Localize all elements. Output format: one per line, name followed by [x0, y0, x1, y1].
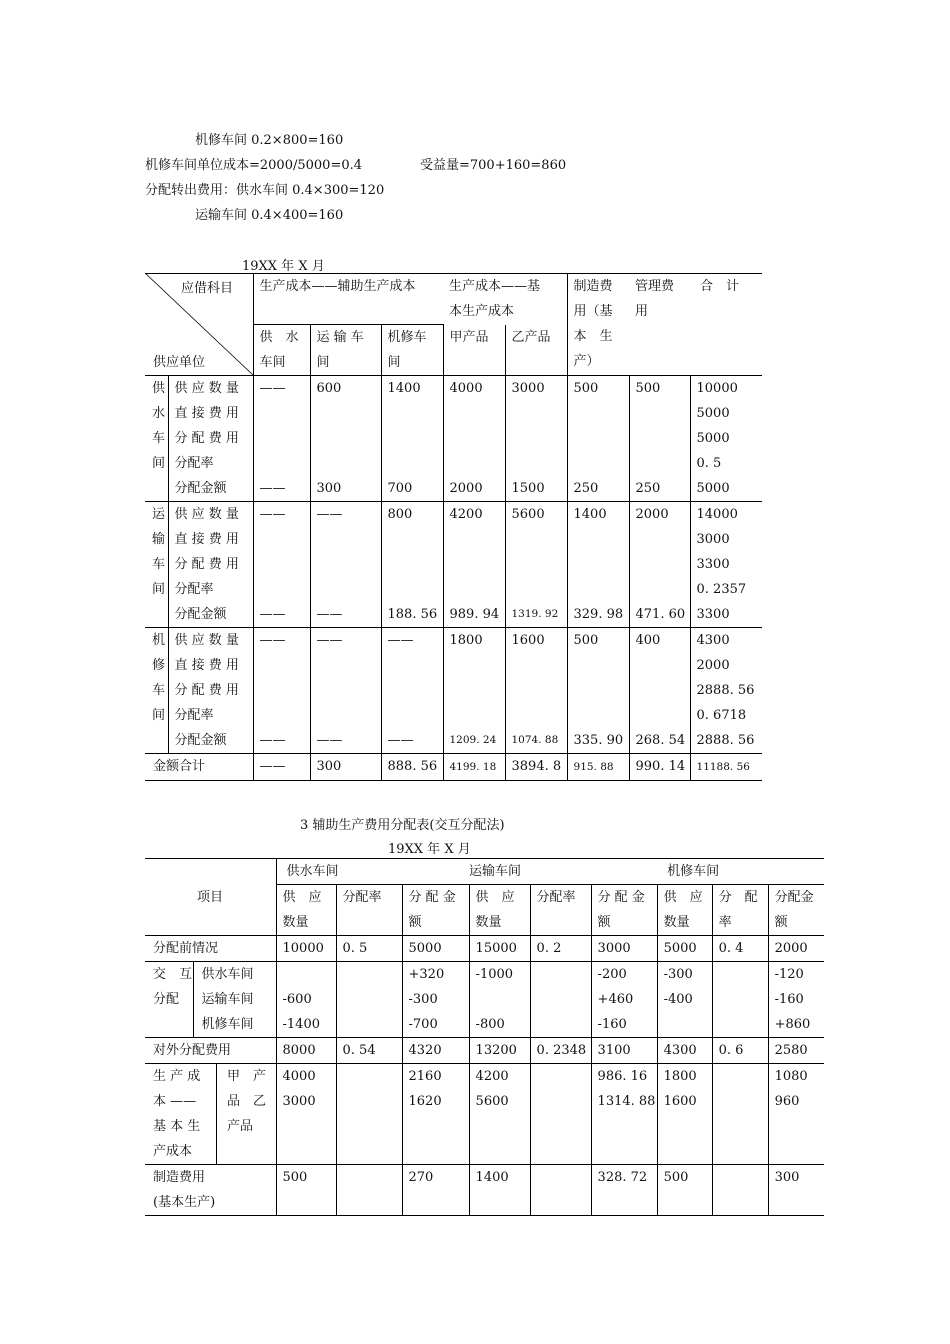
- aux-group-header: 生产成本——辅助生产成本: [259, 279, 416, 294]
- prodcost-col: 4200 5600: [469, 1064, 530, 1165]
- mfg-header: 制造费 用（基 本 生 产）: [567, 274, 629, 376]
- mutual-col: [712, 962, 768, 1038]
- table1-group-repair: [145, 628, 762, 754]
- sum-prodA: 4199. 18: [443, 754, 505, 781]
- mutual-col: -120 -160 +860: [774, 967, 811, 1032]
- mutual-col: -200 +460 -160: [591, 962, 657, 1038]
- table2-title: 3 辅助生产费用分配表(交互分配法): [300, 818, 505, 833]
- group-header-water: 供水车间: [286, 864, 339, 879]
- table1-diag-header: [145, 274, 253, 376]
- cell: 5000: [402, 936, 469, 962]
- cell: [712, 1165, 768, 1216]
- total-cells: 4300 2000 2888. 56 0. 6718 2888. 56: [696, 633, 755, 748]
- sum-water: ——: [253, 754, 310, 781]
- trans-qty-header: 供 应 数量: [469, 885, 530, 936]
- prodcost-label: 生 产 成 本 —— 基 本 生 产成本 甲 产 品 乙 产品: [145, 1064, 276, 1165]
- intro-line-2a: 机修车间单位成本=2000/5000=0.4: [145, 158, 363, 173]
- sum-admin: 990. 14: [629, 754, 690, 781]
- mutual-col: -300 -400: [657, 962, 712, 1038]
- mutual-col: +320 -300 -700: [402, 962, 469, 1038]
- prodcost-col: 1080 960: [774, 1069, 808, 1109]
- repair-rate-header: 分 配 率: [712, 885, 768, 936]
- admin-cells: 500 250: [629, 376, 690, 502]
- row-labels: 供 应 数 量 直 接 费 用 分 配 费 用 分配率 分配金额: [168, 628, 253, 754]
- admin-cells: 2000 471. 60: [629, 502, 690, 628]
- cell: 2580: [774, 1043, 808, 1058]
- cell: 328. 72: [591, 1165, 657, 1216]
- group-header-repair: 机修车间: [667, 864, 720, 879]
- trans-amt-header: 分 配 金 额: [591, 885, 657, 936]
- cell: 300: [774, 1170, 800, 1185]
- trans-col-header: 运 输 车 间: [310, 325, 381, 376]
- mfgcost-label: 制造费用 (基本生产): [145, 1165, 276, 1216]
- row-before: [145, 936, 824, 962]
- table1-group-transport: [145, 502, 762, 628]
- cell: 0. 6: [712, 1038, 768, 1064]
- cell: 0. 54: [336, 1038, 402, 1064]
- cell: 500: [276, 1165, 336, 1216]
- mfg-cells: 500 250: [567, 376, 629, 502]
- prodA-cells: 4000 2000: [443, 376, 505, 502]
- prodA-cells: 1800 1209. 24: [443, 628, 505, 754]
- diag-bottom-label: 供应单位: [153, 355, 206, 370]
- mutual-col: -600 -1400: [276, 962, 336, 1038]
- item-header: 项目: [145, 859, 276, 936]
- cell: [530, 1165, 591, 1216]
- mutual-label: 交 互 分配: [145, 962, 193, 1038]
- sum-prodB: 3894. 8: [505, 754, 567, 781]
- row-mutual: [145, 962, 824, 1038]
- row-external: [145, 1038, 824, 1064]
- sum-trans: 300: [310, 754, 381, 781]
- prodcost-col: [712, 1064, 768, 1165]
- diag-top-label: 应借科目: [181, 281, 234, 296]
- admin-cells: 400 268. 54: [629, 628, 690, 754]
- row-labels: 供 应 数 量 直 接 费 用 分 配 费 用 分配率 分配金额: [168, 376, 253, 502]
- cell: 13200: [469, 1038, 530, 1064]
- cell: 4320: [402, 1038, 469, 1064]
- prodcost-col: [530, 1064, 591, 1165]
- total-cells: 10000 5000 5000 0. 5 5000: [696, 381, 738, 496]
- repair-cells: 800 188. 56: [381, 502, 443, 628]
- prodcost-col: 4000 3000: [276, 1064, 336, 1165]
- intro-line-1: 机修车间 0.2×800=160: [195, 133, 344, 148]
- table1-sum-row: [145, 754, 762, 781]
- prodB-cells: 5600 1319. 92: [505, 502, 567, 628]
- trans-cells: 600 300: [310, 376, 381, 502]
- intro-line-4: 运输车间 0.4×400=160: [195, 208, 344, 223]
- unit-label: 机 修 车 间: [145, 628, 168, 754]
- prodcost-col: 986. 16 1314. 88: [591, 1064, 657, 1165]
- prodB-cells: 1600 1074. 88: [505, 628, 567, 754]
- cell: 0. 4: [712, 936, 768, 962]
- cell: 10000: [276, 936, 336, 962]
- row-mfgcost: [145, 1165, 824, 1216]
- prodB-cells: 3000 1500: [505, 376, 567, 502]
- cell: 8000: [276, 1038, 336, 1064]
- group-header-transport: 运输车间: [469, 864, 522, 879]
- total-header: 合 计: [690, 274, 762, 376]
- cell: 4300: [657, 1038, 712, 1064]
- cell: [336, 1165, 402, 1216]
- admin-header: 管理费 用: [629, 274, 690, 376]
- cell: 3100: [591, 1038, 657, 1064]
- row-prodcost: [145, 1064, 824, 1165]
- unit-label: 供 水 车 间: [145, 376, 168, 502]
- prodA-col-header: 甲产品: [443, 325, 505, 376]
- trans-rate-header: 分配率: [530, 885, 591, 936]
- cell: 500: [657, 1165, 712, 1216]
- cell: 270: [402, 1165, 469, 1216]
- prodcost-col: 1800 1600: [657, 1064, 712, 1165]
- mfg-cells: 1400 329. 98: [567, 502, 629, 628]
- mutual-col: -1000 -800: [469, 962, 530, 1038]
- water-qty-header: 供 应 数量: [276, 885, 336, 936]
- repair-cells: 1400 700: [381, 376, 443, 502]
- unit-label: 运 输 车 间: [145, 502, 168, 628]
- cell: 3000: [591, 936, 657, 962]
- water-col-header: 供 水 车间: [253, 325, 310, 376]
- intro-line-3: 分配转出费用：供水车间 0.4×300=120: [145, 183, 385, 198]
- table1-group-water: [145, 376, 762, 502]
- water-cells: —— ——: [253, 376, 310, 502]
- cell: 0. 2: [530, 936, 591, 962]
- water-cells: —— ——: [253, 502, 310, 628]
- mutual-col: [336, 962, 402, 1038]
- table1: [145, 273, 762, 781]
- repair-col-header: 机修车 间: [381, 325, 443, 376]
- row-labels: 供 应 数 量 直 接 费 用 分 配 费 用 分配率 分配金额: [168, 502, 253, 628]
- table2-date: 19XX 年 X 月: [388, 842, 471, 857]
- basic-group-header: 生产成本——基 本生产成本: [449, 279, 541, 319]
- intro-line-2b: 受益量=700+160=860: [420, 158, 567, 173]
- prodcost-col: 2160 1620: [402, 1064, 469, 1165]
- mutual-sublabels: 供水车间 运输车间 机修车间: [193, 962, 276, 1038]
- repair-cells: —— ——: [381, 628, 443, 754]
- before-label: 分配前情况: [145, 936, 276, 962]
- sum-repair: 888. 56: [381, 754, 443, 781]
- prodA-cells: 4200 989. 94: [443, 502, 505, 628]
- mfg-cells: 500 335. 90: [567, 628, 629, 754]
- mutual-col: [530, 962, 591, 1038]
- cell: 2000: [774, 941, 808, 956]
- total-cells: 14000 3000 3300 0. 2357 3300: [696, 507, 747, 622]
- sum-mfg: 915. 88: [567, 754, 629, 781]
- cell: 1400: [469, 1165, 530, 1216]
- prodB-col-header: 乙产品: [505, 325, 567, 376]
- cell: 15000: [469, 936, 530, 962]
- cell: 5000: [657, 936, 712, 962]
- sum-total: 11188. 56: [696, 761, 750, 773]
- prodcost-col: [336, 1064, 402, 1165]
- external-label: 对外分配费用: [145, 1038, 276, 1064]
- trans-cells: —— ——: [310, 628, 381, 754]
- repair-amt-header: 分配金 额: [768, 885, 824, 936]
- repair-qty-header: 供 应 数量: [657, 885, 712, 936]
- sum-label: 金额合计: [145, 754, 253, 781]
- cell: 0. 2348: [530, 1038, 591, 1064]
- trans-cells: —— ——: [310, 502, 381, 628]
- water-rate-header: 分配率: [336, 885, 402, 936]
- water-amt-header: 分 配 金 额: [402, 885, 469, 936]
- cell: 0. 5: [336, 936, 402, 962]
- water-cells: —— ——: [253, 628, 310, 754]
- table2: [145, 858, 824, 1216]
- table1-date: 19XX 年 X 月: [242, 259, 325, 274]
